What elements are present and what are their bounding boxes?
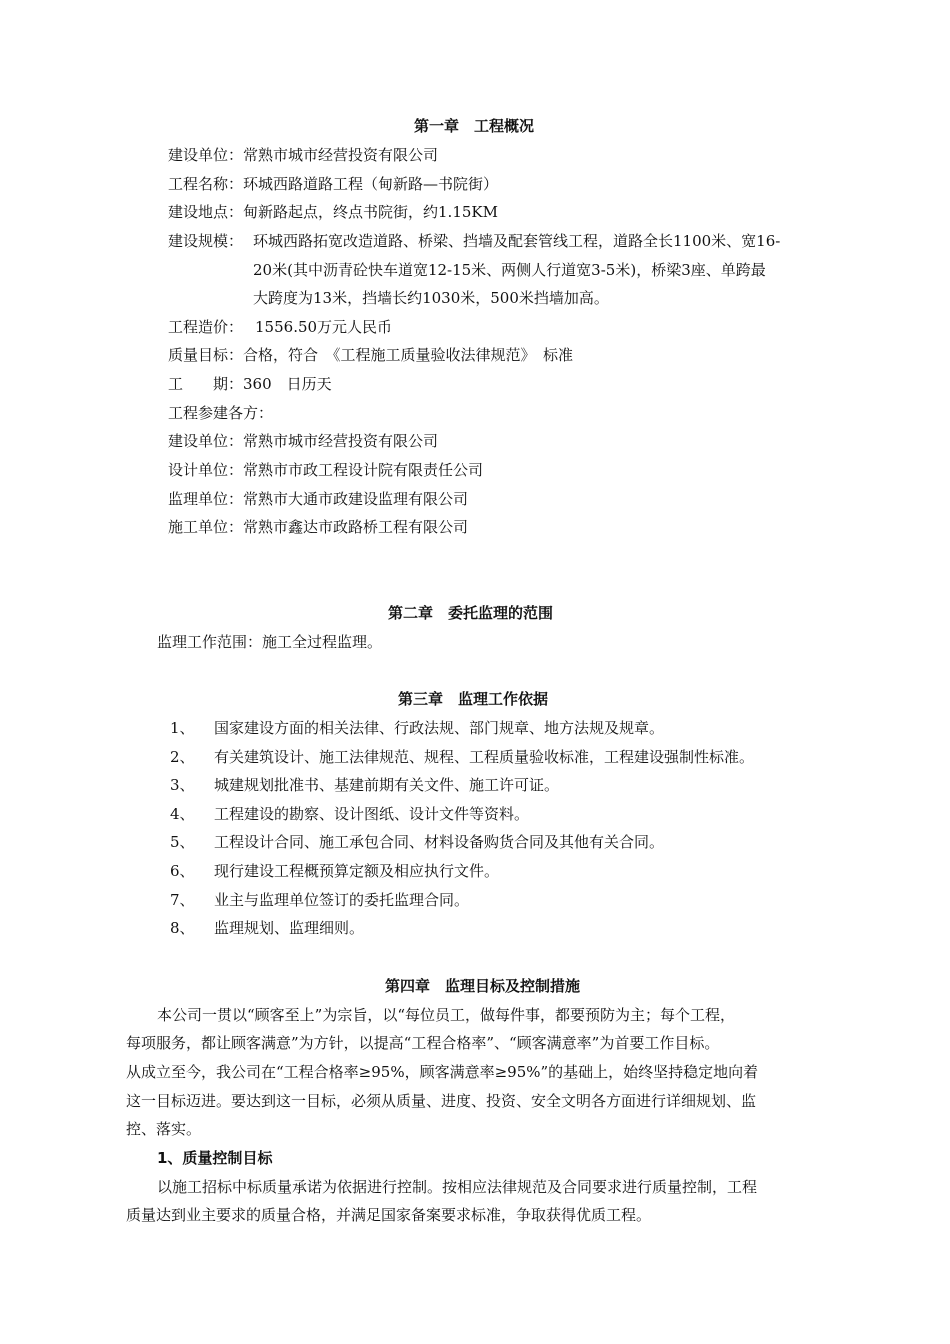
client-label: 建设单位： [168, 146, 244, 164]
basis-item [170, 775, 559, 795]
party-design-row [168, 460, 483, 480]
party-supervisor-value: 常熟市大通市政建设监理有限公司 [243, 490, 469, 508]
basis-item-text: 工程建设的勘察、设计图纸、设计文件等资料。 [214, 805, 530, 823]
party-client-label: 建设单位： [168, 432, 244, 450]
basis-item-text: 国家建设方面的相关法律、行政法规、部门规章、地方法规及规章。 [214, 719, 665, 737]
scale-line-2: 20米(其中沥青砼快车道宽12-15米、两侧人行道宽3-5米)，桥梁3座、单跨最 [253, 261, 766, 279]
quality-goal-line: 以施工招标中标质量承诺为依据进行控制。按相应法律规范及合同要求进行质量控制，工程 [157, 1178, 758, 1196]
party-design-label: 设计单位： [168, 461, 244, 479]
quality-label: 质量目标： [168, 346, 244, 364]
basis-item-text: 现行建设工程概预算定额及相应执行文件。 [214, 862, 500, 880]
basis-item-num: 8、 [170, 919, 195, 937]
party-builder-value: 常熟市鑫达市政路桥工程有限公司 [243, 518, 469, 536]
cost-label: 工程造价： [168, 318, 244, 336]
project-name-label: 工程名称： [168, 175, 244, 193]
cost-value: 1556.50万元人民币 [255, 318, 393, 336]
cost-row [168, 317, 392, 337]
party-supervisor-row [168, 489, 468, 509]
scale-line-3: 大跨度为13米，挡墙长约1030米，500米挡墙加高。 [253, 289, 609, 307]
chapter-1-title: 第一章 工程概况 [414, 117, 535, 135]
project-name-value: 环城西路道路工程（甸新路—书院街） [243, 175, 499, 193]
chapter-4-title: 第四章 监理目标及控制措施 [385, 977, 581, 995]
basis-item-num: 3、 [170, 776, 195, 794]
basis-item [170, 804, 529, 824]
period-row [168, 374, 332, 394]
basis-item-num: 6、 [170, 862, 195, 880]
basis-item [170, 832, 664, 852]
basis-item-text: 城建规划批准书、基建前期有关文件、施工许可证。 [214, 776, 560, 794]
basis-item [170, 918, 364, 938]
quality-value: 合格，符合 《工程施工质量验收法律规范》 标准 [243, 346, 574, 364]
basis-item-text: 有关建筑设计、施工法律规范、规程、工程质量验收标准，工程建设强制性标准。 [214, 748, 755, 766]
goal-paragraph-line: 控、落实。 [126, 1120, 202, 1138]
scale-label: 建设规模： [168, 232, 244, 250]
quality-goal-line: 质量达到业主要求的质量合格，并满足国家备案要求标准，争取获得优质工程。 [126, 1206, 652, 1224]
site-label: 建设地点： [168, 203, 244, 221]
client-row [168, 145, 438, 165]
period-label: 工 期： [168, 375, 244, 393]
basis-item-text: 业主与监理单位签订的委托监理合同。 [214, 891, 470, 909]
quality-goal-heading: 1、质量控制目标 [157, 1149, 273, 1167]
party-client-value: 常熟市城市经营投资有限公司 [243, 432, 439, 450]
basis-item-text: 监理规划、监理细则。 [214, 919, 365, 937]
party-builder-row [168, 517, 468, 537]
basis-item-num: 5、 [170, 833, 195, 851]
chapter-3-title: 第三章 监理工作依据 [398, 690, 549, 708]
basis-item [170, 747, 754, 767]
party-builder-label: 施工单位： [168, 518, 244, 536]
basis-item [170, 861, 499, 881]
goal-paragraph-line: 每项服务，都让顾客满意”为方针，以提高“工程合格率”、“顾客满意率”为首要工作目标。 [126, 1034, 720, 1052]
basis-item [170, 890, 469, 910]
basis-item-text: 工程设计合同、施工承包合同、材料设备购货合同及其他有关合同。 [214, 833, 665, 851]
project-name-row [168, 174, 498, 194]
party-client-row [168, 431, 438, 451]
goal-paragraph-line: 这一目标迈进。要达到这一目标，必须从质量、进度、投资、安全文明各方面进行详细规划、监 [126, 1092, 757, 1110]
scale-line-1: 环城西路拓宽改造道路、桥梁、挡墙及配套管线工程，道路全长1100米、宽16- [253, 232, 781, 250]
basis-item-num: 4、 [170, 805, 195, 823]
goal-paragraph-line: 从成立至今，我公司在“工程合格率≥95%，顾客满意率≥95%”的基础上，始终坚持稳定地向着 [126, 1063, 759, 1081]
basis-item [170, 718, 664, 738]
site-value: 甸新路起点，终点书院街，约1.15KM [243, 203, 498, 221]
basis-item-num: 2、 [170, 748, 195, 766]
period-value: 360 日历天 [243, 375, 332, 393]
client-value: 常熟市城市经营投资有限公司 [243, 146, 439, 164]
party-design-value: 常熟市市政工程设计院有限责任公司 [243, 461, 484, 479]
chapter-2-title: 第二章 委托监理的范围 [388, 604, 554, 622]
party-supervisor-label: 监理单位： [168, 490, 244, 508]
parties-label: 工程参建各方： [168, 404, 274, 422]
quality-row [168, 345, 573, 365]
basis-item-num: 1、 [170, 719, 195, 737]
scope-text: 监理工作范围：施工全过程监理。 [157, 633, 383, 651]
site-row [168, 202, 498, 222]
goal-paragraph-line: 本公司一贯以“顾客至上”为宗旨，以“每位员工，做每件事，都要预防为主；每个工程， [157, 1006, 736, 1024]
basis-item-num: 7、 [170, 891, 195, 909]
